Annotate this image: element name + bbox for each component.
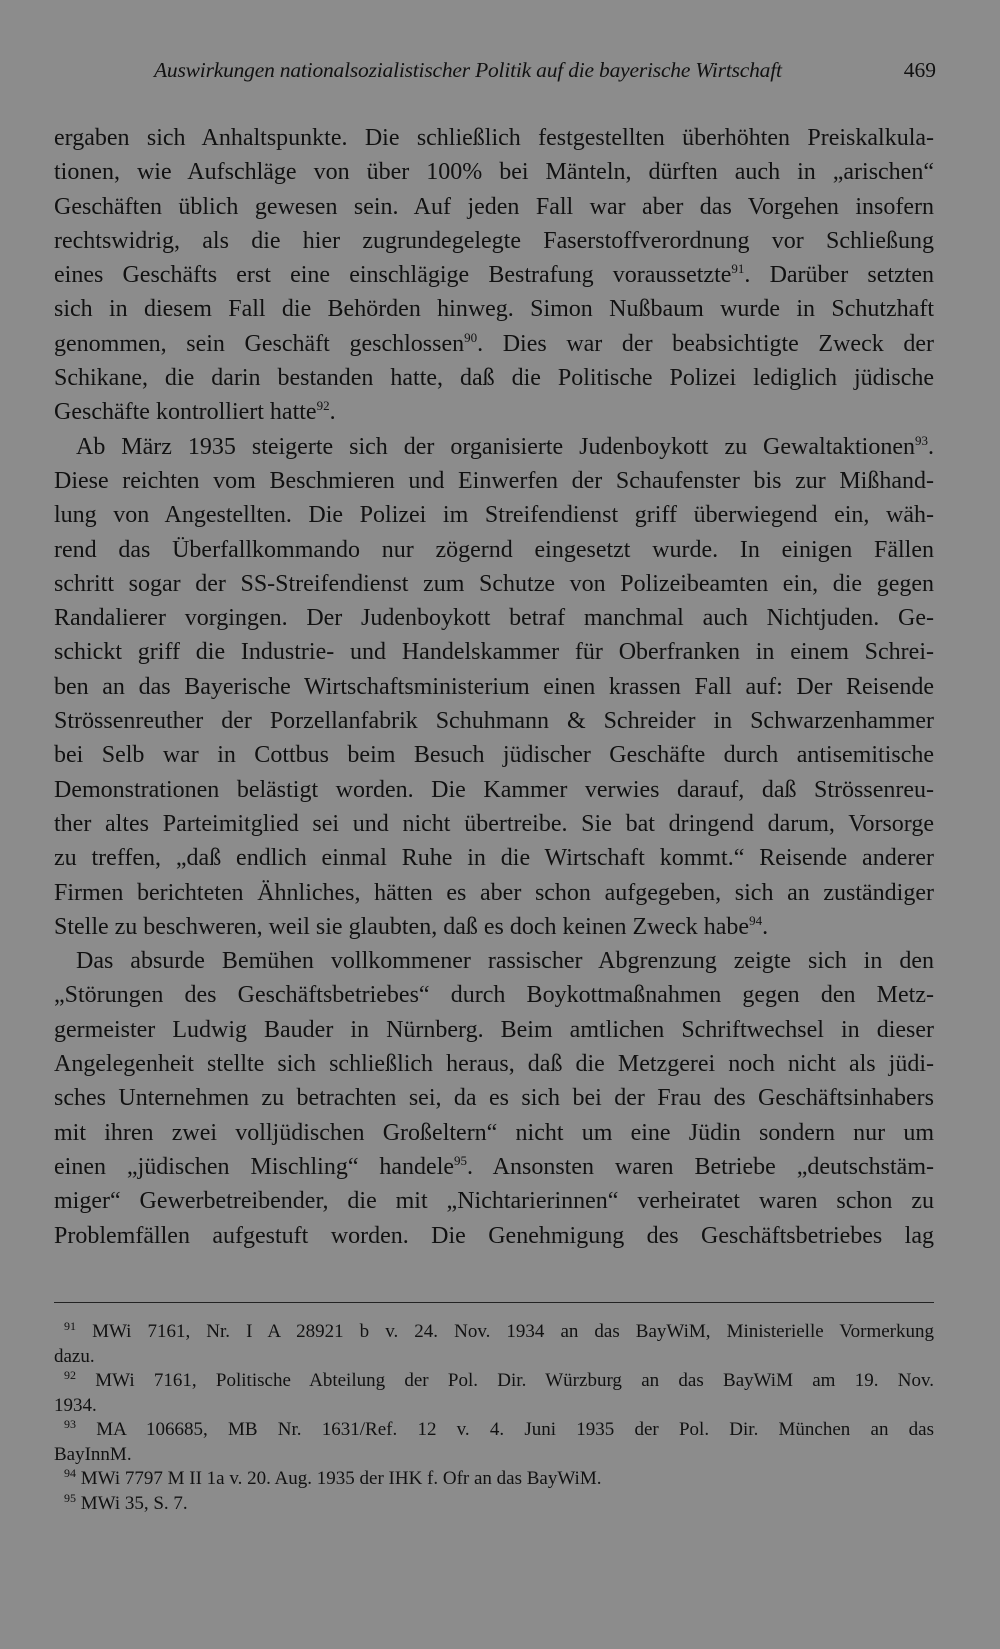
text-line: Das absurde Bemühen vollkommener rassischer Abgrenzung zeigte sich in den	[76, 948, 934, 975]
footnote-93	[54, 1418, 934, 1443]
footnote-94	[54, 1467, 934, 1492]
footnote-number: 92	[64, 1368, 76, 1382]
text-span: Geschäfte kontrolliert hatte	[54, 399, 317, 426]
text-line: sich in diesem Fall die Behörden hinweg. Simon Nußbaum wurde in Schutzhaft	[54, 296, 934, 323]
text-line: Schikane, die darin bestanden hatte, daß die Politische Polizei lediglich jüdische	[54, 365, 934, 392]
text-span: einen „jüdischen Mischling“ handele	[54, 1153, 455, 1180]
text-span: .	[928, 433, 934, 460]
text-line: zu treffen, „daß endlich einmal Ruhe in die Wirtschaft kommt.“ Reisende anderer	[54, 845, 934, 872]
text-line: Firmen berichteten Ähnliches, hätten es aber schon aufgegeben, sich an zuständiger	[54, 879, 934, 906]
text-span: . Dies war der beabsichtigte Zweck der	[477, 330, 934, 357]
text-span: .	[762, 913, 769, 940]
text-line: Geschäften üblich gewesen sein. Auf jeden Fall war aber das Vorgehen insofern	[54, 193, 934, 220]
text-line: sches Unternehmen zu betrachten sei, da es sich bei der Frau des Geschäftsinhabers	[54, 1085, 934, 1112]
text-span: eines Geschäfts erst eine einschlägige Bestrafung voraussetzte	[54, 262, 732, 289]
running-header	[54, 58, 936, 92]
text-line: mit ihren zwei volljüdischen Großeltern“ nicht um eine Jüdin sondern nur um	[54, 1119, 934, 1146]
footnote-number: 93	[64, 1417, 76, 1431]
text-line: Angelegenheit stellte sich schließlich heraus, daß die Metzgerei noch nicht als jüdi-	[54, 1051, 934, 1078]
footnote-number: 94	[64, 1466, 76, 1480]
footnote-text: MWi 7161, Nr. I A 28921 b v. 24. Nov. 1934 an das BayWiM, Ministerielle Vormerkung	[92, 1321, 934, 1342]
text-line: Strössenreuther der Porzellanfabrik Schuhmann & Schreider in Schwarzenhammer	[54, 708, 934, 735]
text-line: Demonstrationen belästigt worden. Die Kammer verwies darauf, daß Strössenreu-	[54, 776, 934, 803]
footnote-91	[54, 1320, 934, 1345]
footnote-text: MWi 7161, Politische Abteilung der Pol. Dir. Würzburg an das BayWiM am 19. Nov.	[95, 1370, 935, 1391]
text-line	[54, 430, 934, 464]
text-line: schickt griff die Industrie- und Handelskammer für Oberfranken in einem Schrei-	[54, 639, 934, 666]
footnote-92	[54, 1369, 934, 1394]
text-line: germeister Ludwig Bauder in Nürnberg. Beim amtlichen Schriftwechsel in dieser	[54, 1016, 934, 1043]
footnote-ref: 91	[731, 261, 745, 277]
text-line	[54, 910, 934, 944]
footnote-divider	[54, 1302, 934, 1303]
footnote-ref: 93	[915, 432, 928, 448]
footnote-text: MWi 35, S. 7.	[80, 1492, 188, 1514]
text-line: tionen, wie Aufschläge von über 100% bei Mänteln, dürften auch in „arischen“	[54, 159, 934, 186]
text-span: .	[329, 399, 336, 426]
footnote-number: 95	[64, 1490, 76, 1505]
text-span: Ab März 1935 steigerte sich der organisierte Judenboykott zu Gewaltaktionen	[76, 433, 915, 460]
text-line: Diese reichten vom Beschmieren und Einwerfen der Schaufenster bis zur Mißhand-	[54, 467, 934, 494]
text-line: ergaben sich Anhaltspunkte. Die schließlich festgestellten überhöhten Preiskalkula-	[54, 125, 934, 151]
text-line	[54, 1150, 934, 1184]
page-number: 469	[903, 58, 936, 82]
footnote-ref: 92	[316, 398, 330, 414]
text-line: Problemfällen aufgestuft worden. Die Genehmigung des Geschäftsbetriebes lag	[54, 1222, 934, 1249]
text-line	[54, 395, 934, 429]
text-line: miger“ Gewerbetreibender, die mit „Nichtarierinnen“ verheiratet waren schon zu	[54, 1188, 934, 1215]
footnotes	[54, 1320, 934, 1516]
footnote-91-cont: dazu.	[54, 1345, 95, 1367]
footnote-number: 91	[64, 1319, 76, 1333]
text-line: schritt sogar der SS-Streifendienst zum Schutze von Polizeibeamten ein, die gegen	[54, 570, 934, 597]
text-span: . Darüber setzten	[744, 262, 934, 289]
text-span: . Ansonsten waren Betriebe „deutschstäm-	[467, 1153, 934, 1180]
main-text	[54, 121, 934, 1253]
footnote-92-cont: 1934.	[54, 1394, 97, 1416]
footnote-text: MWi 7797 M II 1a v. 20. Aug. 1935 der IHK f. Ofr an das BayWiM.	[80, 1468, 602, 1489]
text-line: ben an das Bayerische Wirtschaftsministerium einen krassen Fall auf: Der Reisende	[54, 673, 934, 700]
text-line	[54, 258, 934, 292]
text-span: genommen, sein Geschäft geschlossen	[54, 330, 465, 357]
footnote-ref: 90	[464, 329, 478, 345]
text-line	[54, 327, 934, 361]
text-line: rend das Überfallkommando nur zögernd eingesetzt wurde. In einigen Fällen	[54, 536, 934, 563]
text-line: Randalierer vorgingen. Der Judenboykott betraf manchmal auch Nichtjuden. Ge-	[54, 605, 934, 632]
text-line: bei Selb war in Cottbus beim Besuch jüdischer Geschäfte durch antisemitische	[54, 742, 934, 769]
text-line: „Störungen des Geschäftsbetriebes“ durch Boykottmaßnahmen gegen den Metz-	[54, 982, 934, 1009]
text-span: Stelle zu beschweren, weil sie glaubten, daß es doch keinen Zweck habe	[54, 913, 750, 940]
running-head-title: Auswirkungen nationalsozialistischer Politik auf die bayerische Wirtschaft	[154, 58, 782, 82]
footnote-text: MA 106685, MB Nr. 1631/Ref. 12 v. 4. Juni 1935 der Pol. Dir. München an das	[96, 1419, 934, 1440]
text-line: lung von Angestellten. Die Polizei im Streifendienst griff überwiegend ein, wäh-	[54, 502, 934, 529]
footnote-95	[54, 1492, 934, 1517]
text-line: ther altes Parteimitglied sei und nicht übertreibe. Sie bat dringend darum, Vorsorge	[54, 810, 934, 837]
footnote-93-cont: BayInnM.	[54, 1443, 132, 1465]
footnote-ref: 94	[749, 912, 763, 928]
footnote-ref: 95	[454, 1152, 468, 1168]
text-line: rechtswidrig, als die hier zugrundegelegte Faserstoffverordnung vor Schließung	[54, 227, 934, 254]
